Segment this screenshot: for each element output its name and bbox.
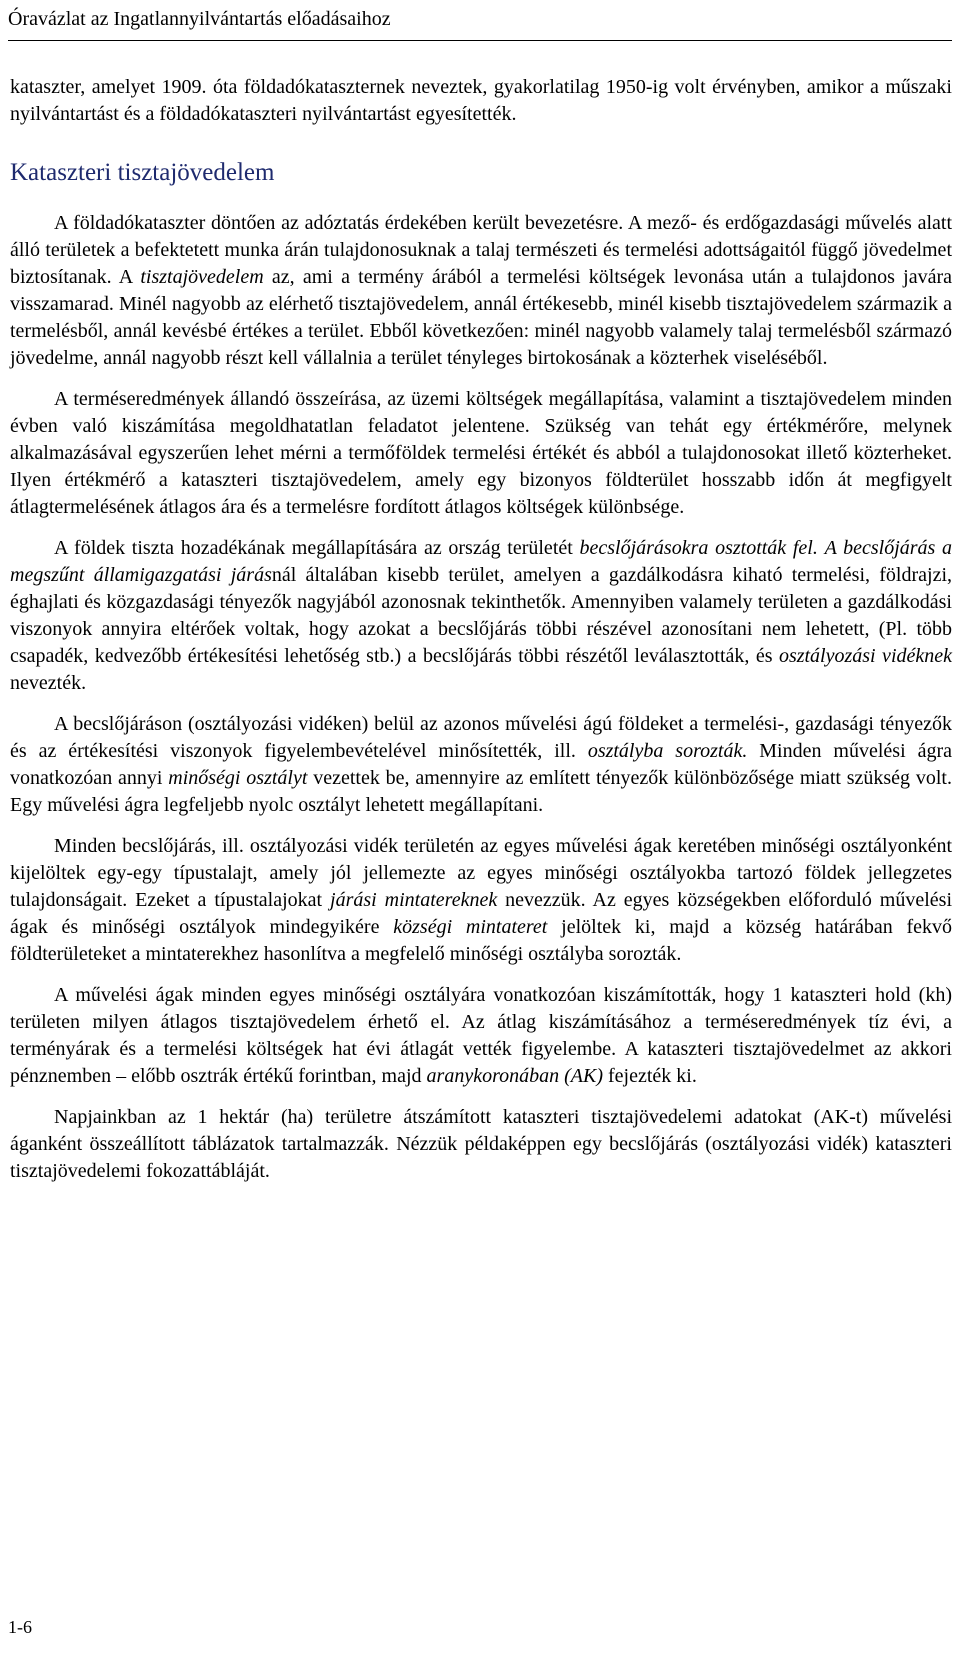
document-body (10, 74, 952, 1185)
paragraph-6: A művelési ágak minden egyes minőségi osztályára vonatkozóan kiszámították, hogy 1 kataszteri hold (kh) területen milyen átlagos tisztajövedelem érhető el. Az átlag kiszámításához a terméseredmények tíz évi, a terményárak és a termelési költségek hat évi átlagát vették figyelembe. A kataszteri tisztajövedelmet az akkori pénznemben – előbb osztrák értékű forintban, majd aranykoronában (AK) fejezték ki. (10, 984, 952, 1087)
paragraph-2: A terméseredmények állandó összeírása, az üzemi költségek megállapítása, valamint a tisztajövedelem minden évben való kiszámítása megoldhatatlan feladatot jelentene. Szükség van tehát egy értékmérőre, melynek alkalmazásával egyszerűen lehet mérni a termőföldek termelési értékét és abból a tulajdonosokat illető közterheket. Ilyen értékmérő a kataszteri tisztajövedelem, amely egy bizonyos földterület hosszabb időn át megfigyelt átlagtermelésének átlagos ára és a termelésre fordított átlagos költségek különbsége. (10, 388, 952, 518)
paragraph-3: A földek tiszta hozadékának megállapítására az ország területét becslőjárásokra osztották fel. A becslőjárás a megszűnt államigazgatási járásnál általában kisebb terület, amelyen a gazdálkodásra kiható termelési, földrajzi, éghajlati és közgazdasági tényezők nagyjából azonosnak tekinthetők. Amennyiben valamely területen a gazdálkodási viszonyok annyira eltérőek voltak, hogy azokat a becslőjárás többi részével azonosítani nem lehetett, (Pl. több csapadék, kedvezőbb értékesítési lehetőség stb.) a becslőjárás többi részétől leválasztották, és osztályozási vidéknek nevezték. (10, 537, 953, 694)
page-header (8, 6, 952, 41)
document-title: Óravázlat az Ingatlannyilvántartás előadásaihoz (8, 8, 391, 30)
section-heading: Kataszteri tisztajövedelem (10, 159, 275, 186)
page-number: 1-6 (8, 1617, 32, 1637)
paragraph-4: A becslőjáráson (osztályozási vidéken) belül az azonos művelési ágú földeket a termelési-, gazdasági tényezők és az értékesítési viszonyok figyelembevételével minősítették, ill. osztályba sorozták. Minden művelési ágra vonatkozóan annyi minőségi osztályt vezettek be, amennyire az említett tényezők különbözősége miatt szükség volt. Egy művelési ágra legfeljebb nyolc osztályt lehetett megállapítani. (10, 713, 952, 816)
paragraph-7: Napjainkban az 1 hektár (ha) területre átszámított kataszteri tisztajövedelemi adatokat (AK-t) művelési áganként összeállított táblázatok tartalmazzák. Nézzük példaképpen egy becslőjárás (osztályozási vidék) kataszteri tisztajövedelemi fokozattábláját. (10, 1106, 952, 1182)
intro-paragraph: kataszter, amelyet 1909. óta földadókataszternek neveztek, gyakorlatilag 1950-ig volt érvényben, amikor a műszaki nyilvántartást és a földadókataszteri nyilvántartást egyesítették. (10, 76, 952, 125)
paragraph-5: Minden becslőjárás, ill. osztályozási vidék területén az egyes művelési ágak keretében minőségi osztályonként kijelöltek egy-egy típustalajt, amely jól jellemezte az egyes minőségi osztályokba tartozó földek jellegzetes tulajdonságait. Ezeket a típustalajokat járási mintatereknek nevezzük. Az egyes községekben előforduló művelési ágak és minőségi osztályok mindegyikére községi mintateret jelöltek ki, majd a község határában fekvő földterületeket a mintaterekhez hasonlítva a megfelelő minőségi osztályba sorozták. (10, 835, 953, 965)
paragraph-1: A földadókataszter döntően az adóztatás érdekében került bevezetésre. A mező- és erdőgazdasági művelés alatt álló területek a befektetett munka árán tulajdonosuknak a talaj természeti és termelési adottságaitól függő jövedelmet biztosítanak. A tisztajövedelem az, ami a termény árából a termelési költségek levonása után a tulajdonos javára visszamarad. Minél nagyobb az elérhető tisztajövedelem, annál értékesebb, minél kisebb tisztajövedelem származik a termelésből, annál kevésbé értékes a terület. Ebből következően: minél nagyobb valamely talaj termelésből származó jövedelme, annál nagyobb részt kell vállalnia a terület tényleges birtokosának a közterhek viseléséből. (10, 212, 953, 369)
